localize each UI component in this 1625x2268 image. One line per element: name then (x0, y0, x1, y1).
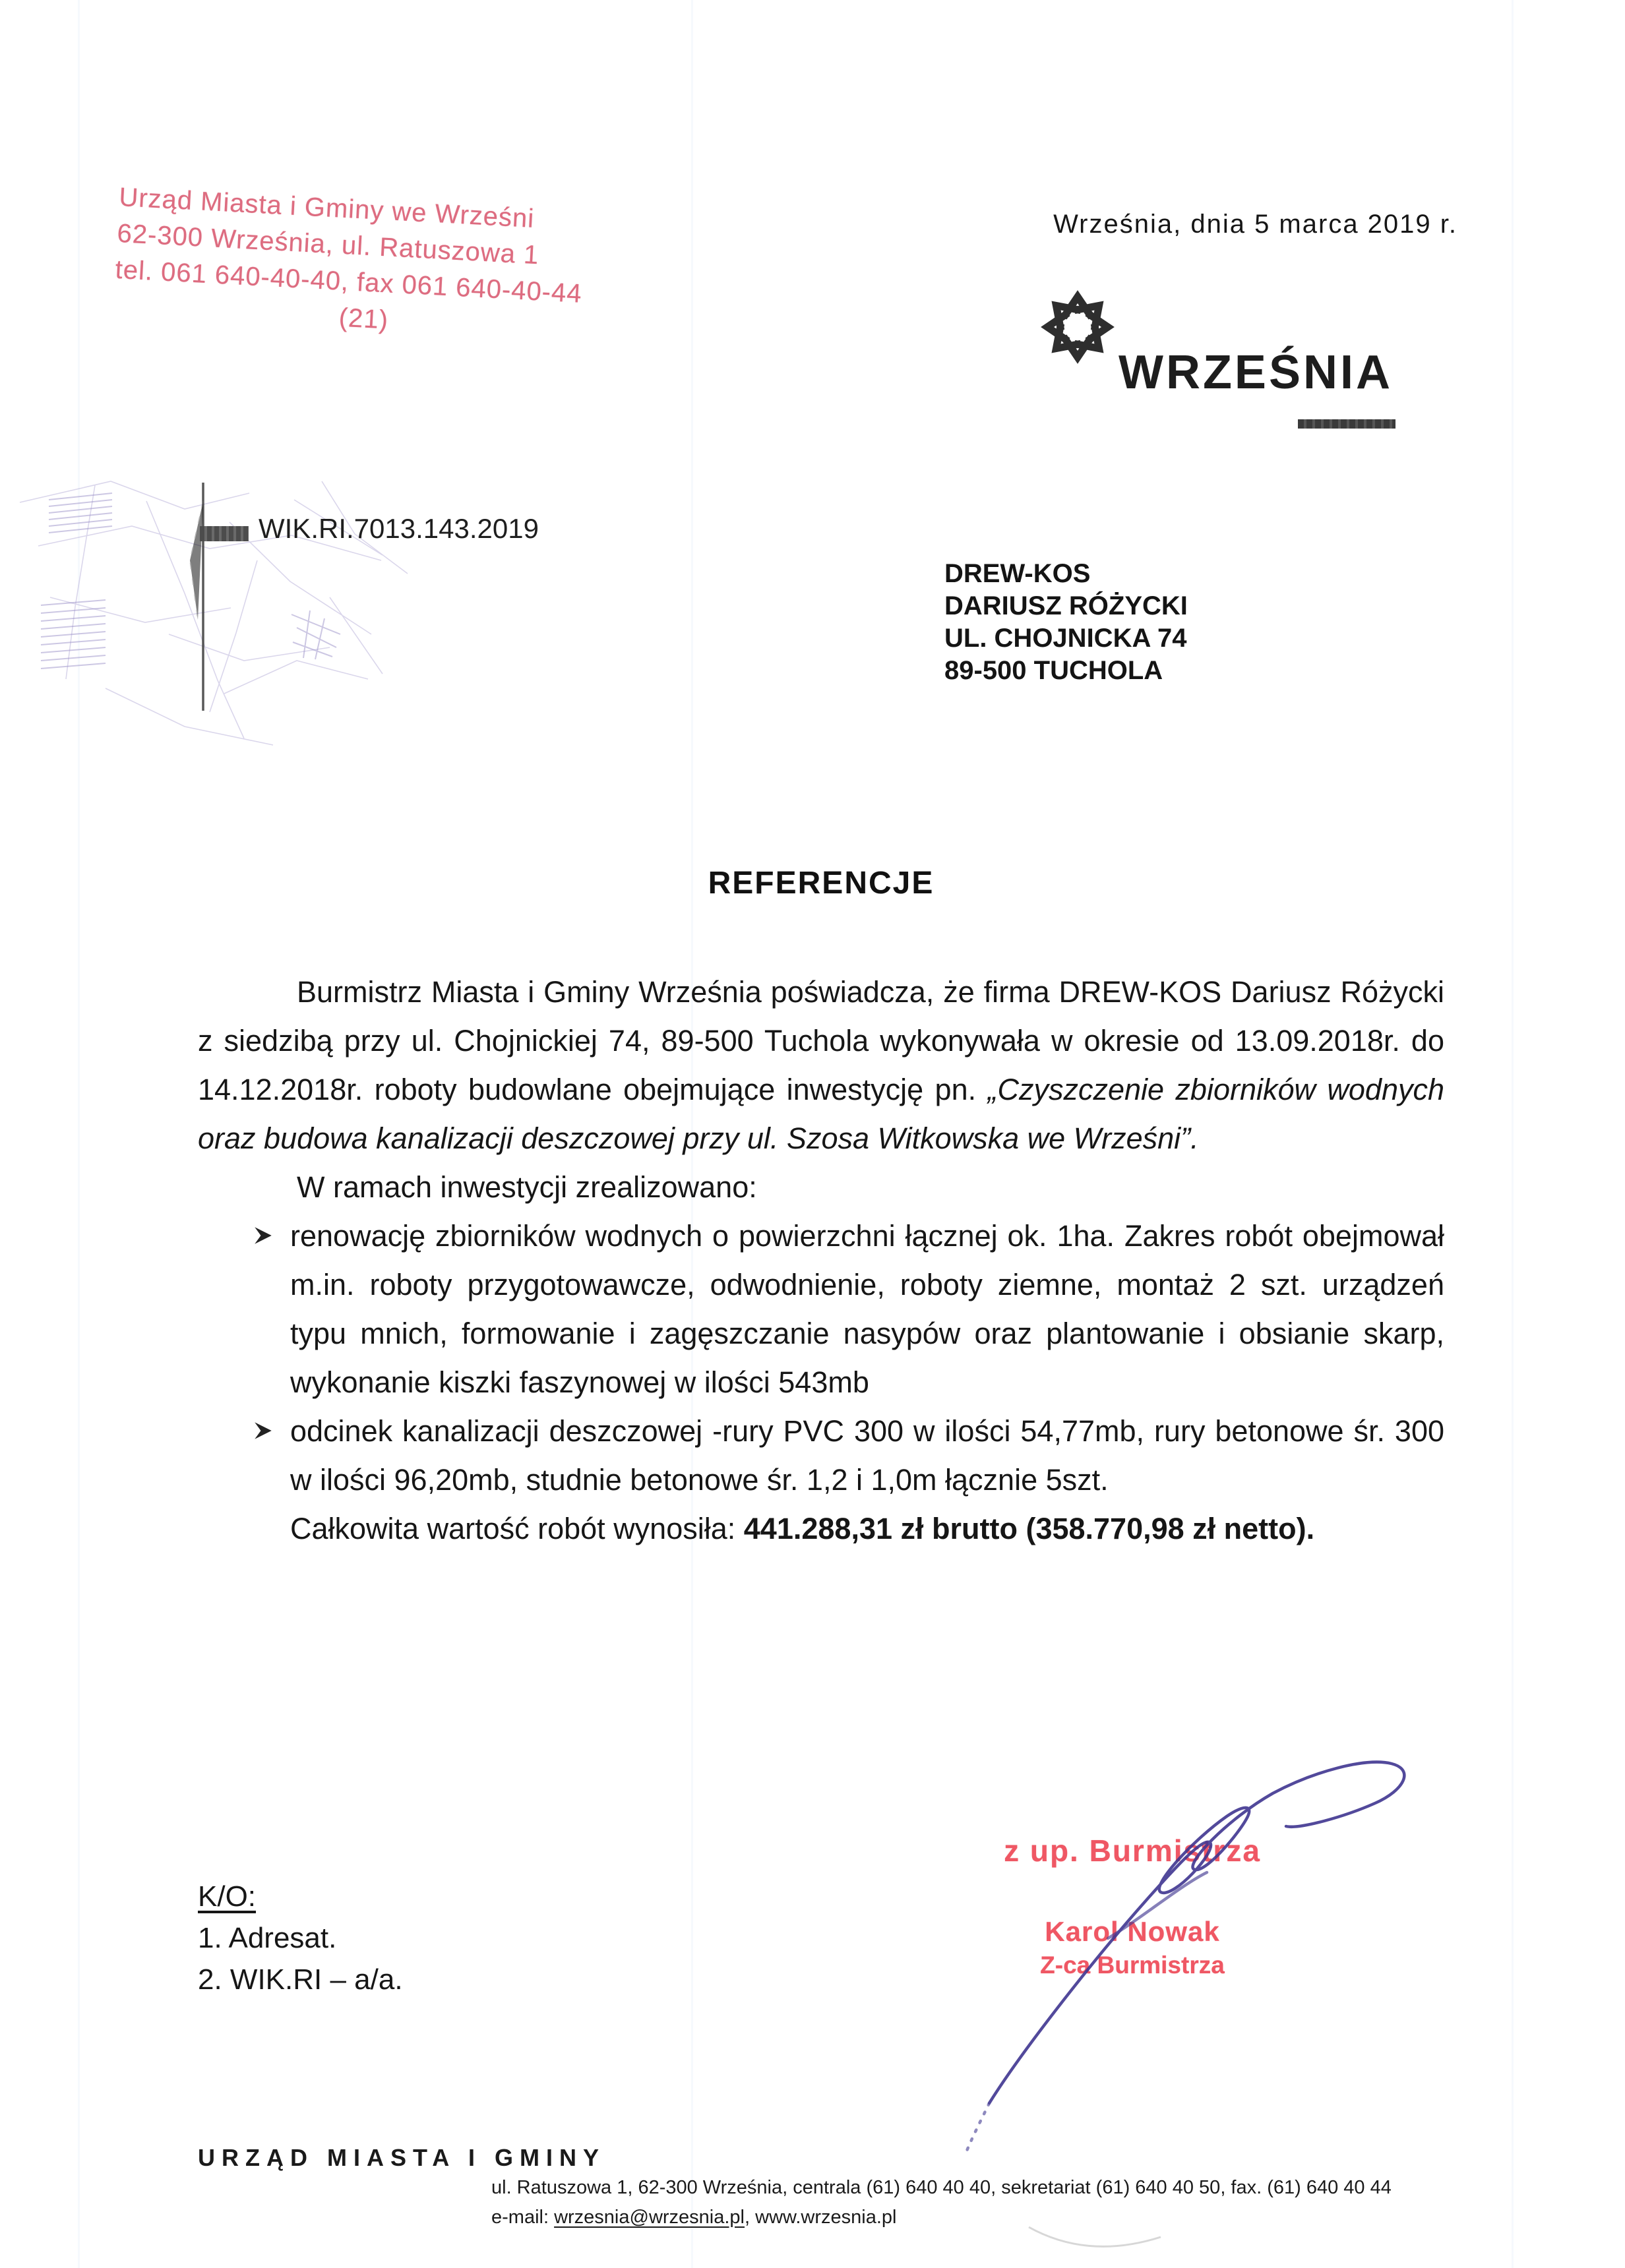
list-item-text: odcinek kanalizacji deszczowej -rury PVC 300 w ilości 54,77mb, rury betonowe śr. 300 w ilości 96,20mb, studnie betonowe śr. 1,2 i 1,0m łącznie 5szt. (290, 1414, 1444, 1497)
statement-regular-text: Burmistrz Miasta i Gminy Września poświadcza, że firma DREW-KOS Dariusz Różycki z siedzibą przy ul. Chojnickiej 74, 89-500 Tuchola wykonywała w okresie od 13.09.2018r. do 14.12.2018r. roboty budowlane obejmujące inwestycję pn. (198, 975, 1444, 1106)
document-date: Września, dnia 5 marca 2019 r. (1053, 210, 1457, 239)
logo-underline-bar (1298, 419, 1395, 429)
footer-contact-block (491, 2173, 1392, 2232)
wrzesnia-star-icon (1041, 286, 1115, 368)
signatory-role: Z-ca Burmistrza (1040, 1952, 1225, 1979)
total-label: Całkowita wartość robót wynosiła: (290, 1512, 744, 1545)
distribution-item: 1. Adresat. (198, 1922, 337, 1954)
recipient-line: DARIUSZ RÓŻYCKI (944, 591, 1188, 620)
arrowhead-bullet-icon (252, 1222, 274, 1249)
total-value-line (198, 1505, 1444, 1553)
footer-email-line (491, 2203, 1392, 2232)
footer-email-link: wrzesnia@wrzesnia.pl (554, 2207, 745, 2228)
paragraph-scope-intro: W ramach inwestycji zrealizowano: (297, 1170, 757, 1204)
signatory-name: Karol Nowak (1045, 1916, 1220, 1947)
paragraph-statement (198, 968, 1444, 1163)
document-title: REFERENCJE (708, 866, 935, 901)
list-item-text: renowację zbiorników wodnych o powierzchni łącznej ok. 1ha. Zakres robót obejmował m.in. roboty przygotowawcze, odwodnienie, roboty ziemne, montaż 2 szt. urządzeń typu mnich, formowanie i zagęszczanie nasypów oraz plantowanie i obsianie skarp, wykonanie kiszki faszynowej w ilości 543mb (290, 1219, 1444, 1399)
distribution-list (198, 1876, 403, 2000)
stamp-line: Urząd Miasta i Gminy we Wrześni (118, 182, 536, 233)
reference-number: WIK.RI.7013.143.2019 (259, 513, 539, 544)
handwritten-signature-icon (943, 1708, 1444, 2156)
distribution-heading: K/O: (198, 1880, 257, 1913)
arrowhead-bullet-icon (252, 1418, 274, 1444)
map-bleedthrough-watermark (12, 462, 421, 752)
footer-organization: URZĄD MIASTA I GMINY (198, 2144, 605, 2171)
list-item (198, 1212, 1444, 1407)
distribution-item: 2. WIK.RI – a/a. (198, 1963, 403, 1996)
footer-email-label: e-mail: (491, 2207, 555, 2228)
footer-address-line: ul. Ratuszowa 1, 62-300 Września, centrala (61) 640 40 40, sekretariat (61) 640 40 50, fax. (61) 640 40 44 (491, 2177, 1392, 2198)
signatory-authorization: z up. Burmistrza (1004, 1834, 1261, 1868)
scan-streak (1512, 0, 1514, 2268)
recipient-address-block (944, 558, 1188, 687)
recipient-line: UL. CHOJNICKA 74 (944, 624, 1187, 653)
letter-body (198, 968, 1444, 1553)
total-amount: 441.288,31 zł brutto (358.770,98 zł netto). (743, 1512, 1315, 1545)
scan-streak (78, 0, 80, 2268)
stamp-line: (21) (338, 303, 390, 335)
recipient-line: DREW-KOS (944, 559, 1091, 588)
list-item (198, 1407, 1444, 1505)
office-receipt-stamp (112, 179, 620, 350)
project-name-italic: „Czyszczenie zbiorników wodnych oraz budowa kanalizacji deszczowej przy ul. Szosa Witkowska we Wrześni”. (198, 1073, 1444, 1155)
reference-dash-mark (200, 526, 249, 541)
wrzesnia-logo (1034, 282, 1417, 447)
stamp-line: 62-300 Września, ul. Ratuszowa 1 (116, 218, 540, 270)
logo-wordmark: WRZEŚNIA (1119, 346, 1393, 399)
stamp-line: tel. 061 640-40-40, fax 061 640-40-44 (114, 254, 583, 309)
footer-website: , www.wrzesnia.pl (745, 2207, 897, 2228)
recipient-line: 89-500 TUCHOLA (944, 656, 1163, 685)
